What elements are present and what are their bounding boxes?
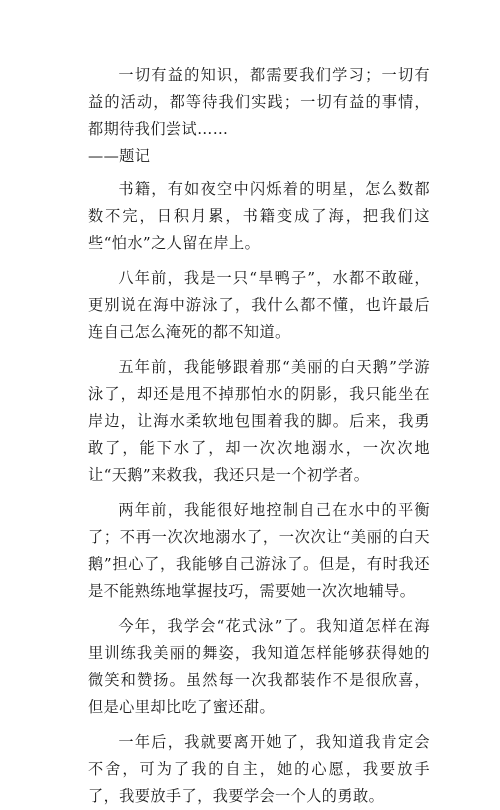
epigraph bbox=[88, 62, 430, 170]
paragraph-2: 八年前，我是一只“旱鸭子”，水都不敢碰，更别说在海中游泳了，我什么都不懂，也许最后连自己怎么淹死的都不知道。 bbox=[88, 269, 430, 341]
paragraph-4: 两年前，我能很好地控制自己在水中的平衡了；不再一次次地溺水了，一次次让“美丽的白天鹅”担心了，我能够自己游泳了。但是，有时我还是不能熟练地掌握技巧，需要她一次次地辅导。 bbox=[88, 501, 430, 600]
paragraph-6: 一年后，我就要离开她了，我知道我肯定会不舍，可为了我的自主，她的心愿，我要放手了，我要放手了，我要学会一个人的勇敢。 bbox=[88, 733, 430, 805]
paragraph-5: 今年，我学会“花式泳”了。我知道怎样在海里训练我美丽的舞姿，我知道怎样能够获得她的微笑和赞扬。虽然每一次我都装作不是很欣喜，但是心里却比吃了蜜还甜。 bbox=[88, 617, 430, 716]
epigraph-signature: ——题记 bbox=[88, 147, 151, 165]
epigraph-text: 一切有益的知识，都需要我们学习；一切有益的活动，都等待我们实践；一切有益的事情，都期待我们尝试…… bbox=[88, 66, 430, 138]
paragraph-3: 五年前，我能够跟着那“美丽的白天鹅”学游泳了，却还是甩不掉那怕水的阴影，我只能坐在岸边，让海水柔软地包围着我的脚。后来，我勇敢了，能下水了，却一次次地溺水，一次次地让“天鹅”来救我，我还只是一个初学者。 bbox=[88, 358, 430, 484]
paragraph-1: 书籍，有如夜空中闪烁着的明星，怎么数都数不完，日积月累，书籍变成了海，把我们这些“怕水”之人留在岸上。 bbox=[88, 180, 430, 252]
